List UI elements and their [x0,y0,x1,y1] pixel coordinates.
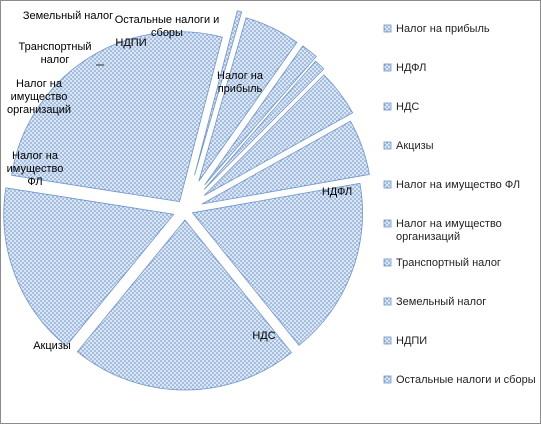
slice-label-2: НДФЛ [321,186,353,198]
legend-label-9: НДПИ [396,335,428,347]
slice-label-8: Земельный налог [22,10,114,22]
legend-label-8: Земельный налог [396,296,487,308]
legend-label-7: Транспортный налог [396,257,501,269]
slice-label-1: Налог на прибыль [217,70,263,95]
slice-label-7: Транспортный налог [18,41,92,66]
legend [384,23,536,386]
slice-label-5: Налог на имущество ФЛ [6,150,64,188]
legend-label-5: Налог на имущество ФЛ [396,179,521,191]
legend-label-3: НДС [396,101,420,113]
legend-swatch-6 [384,220,391,227]
legend-label-2: НДФЛ [396,62,427,74]
legend-swatch-3 [384,103,391,110]
legend-label-10: Остальные налоги и сборы [396,374,536,386]
legend-swatch-2 [384,64,391,71]
legend-swatch-9 [384,337,391,344]
legend-swatch-1 [384,25,391,32]
slice-label-4: Акцизы [33,340,71,352]
legend-swatch-8 [384,298,391,305]
legend-label-1: Налог на прибыль [396,23,490,35]
legend-swatch-4 [384,142,391,149]
slice-label-10: Остальные налоги и сборы [114,14,220,39]
legend-label-6: Налог на имущество организаций [396,218,502,243]
legend-swatch-10 [384,376,391,383]
slice-label-6: Налог на имущество организаций [6,78,72,116]
slice-label-3: НДС [252,330,276,342]
slice-label-9: НДПИ [115,37,147,49]
legend-label-4: Акцизы [396,140,434,152]
legend-swatch-7 [384,259,391,266]
pie-slices [4,11,370,390]
legend-swatch-5 [384,181,391,188]
